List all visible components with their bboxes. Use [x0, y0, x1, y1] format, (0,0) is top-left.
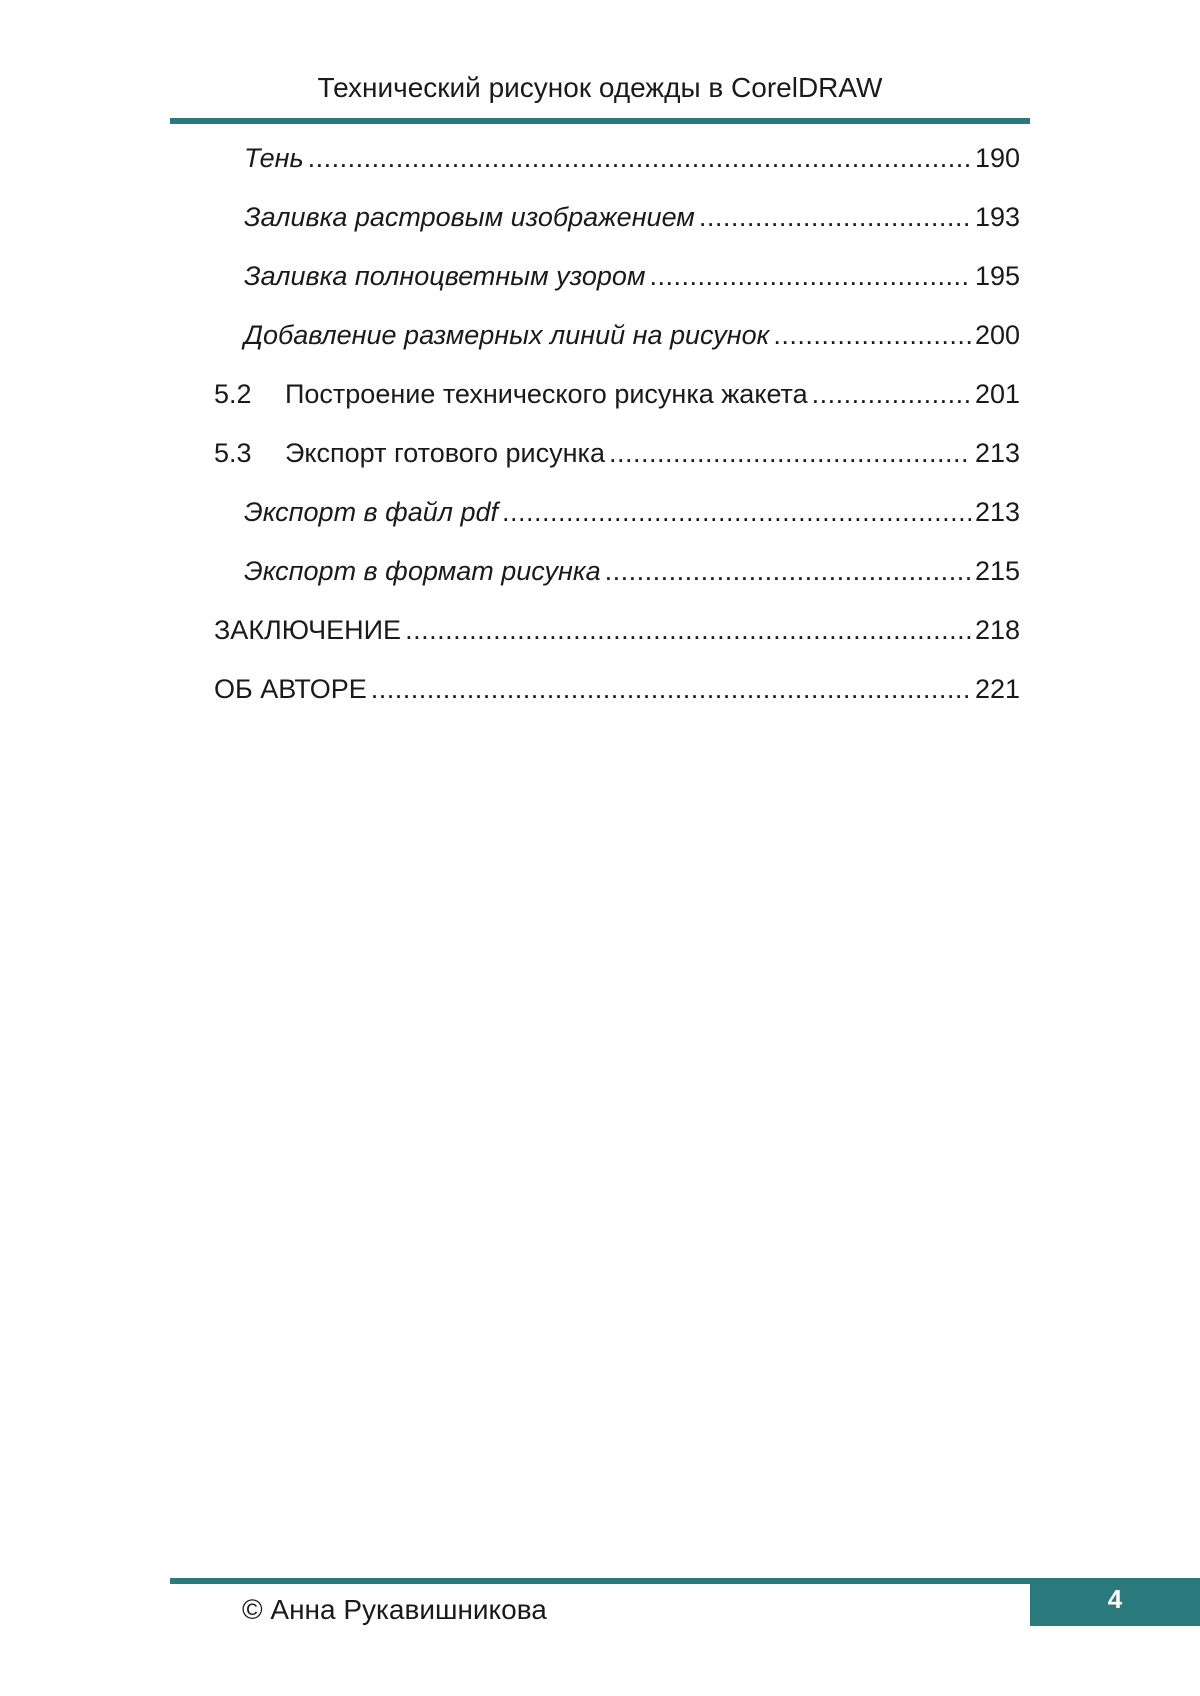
dot-leader	[699, 197, 971, 237]
toc-entry-page: 200	[974, 320, 1020, 350]
toc-entry[interactable]	[214, 256, 1020, 315]
dot-leader	[605, 551, 971, 591]
toc-entry-page: 195	[974, 261, 1020, 291]
table-of-contents	[214, 138, 1020, 728]
toc-entry-title: Экспорт готового рисунка	[285, 438, 605, 468]
toc-entry-title: ОБ АВТОРЕ	[214, 674, 367, 704]
toc-entry-title: Построение технического рисунка жакета	[285, 379, 808, 409]
toc-entry-number: 5.3	[214, 438, 252, 468]
toc-entry-title: Тень	[244, 143, 304, 173]
dot-leader	[308, 138, 971, 178]
dot-leader	[609, 433, 971, 473]
running-header-title: Технический рисунок одежды в CorelDRAW	[317, 72, 883, 103]
toc-entry-page: 190	[974, 143, 1020, 173]
toc-entry[interactable]	[214, 138, 1020, 197]
toc-entry[interactable]	[214, 315, 1020, 374]
toc-entry-page: 218	[974, 615, 1020, 645]
toc-entry-title: Экспорт в формат рисунка	[244, 556, 601, 586]
toc-entry-page: 201	[974, 379, 1020, 409]
footer-author: © Анна Рукавишникова	[242, 1594, 547, 1625]
toc-entry-page: 215	[974, 556, 1020, 586]
dot-leader	[812, 374, 971, 414]
dot-leader	[502, 492, 971, 532]
dot-leader	[773, 315, 971, 355]
toc-entry[interactable]	[214, 669, 1020, 728]
toc-entry-page: 221	[974, 674, 1020, 704]
toc-entry-title: Экспорт в файл pdf	[244, 497, 499, 527]
dot-leader	[405, 610, 971, 650]
page-number-badge: 4	[1030, 1578, 1200, 1626]
toc-entry-page: 213	[974, 497, 1020, 527]
footer-rule	[170, 1578, 1030, 1584]
toc-entry[interactable]	[214, 433, 1020, 492]
toc-entry[interactable]	[214, 374, 1020, 433]
toc-entry[interactable]	[214, 492, 1020, 551]
toc-entry-title: ЗАКЛЮЧЕНИЕ	[214, 615, 402, 645]
toc-entry-title: Заливка растровым изображением	[244, 202, 695, 232]
toc-entry-title: Заливка полноцветным узором	[244, 261, 646, 291]
toc-entry[interactable]	[214, 551, 1020, 610]
toc-entry-page: 193	[974, 202, 1020, 232]
toc-entry-page: 213	[974, 438, 1020, 468]
toc-entry-number: 5.2	[214, 379, 252, 409]
toc-entry-title: Добавление размерных линий на рисунок	[244, 320, 770, 350]
toc-entry[interactable]	[214, 197, 1020, 256]
dot-leader	[371, 669, 971, 709]
toc-entry[interactable]	[214, 610, 1020, 669]
dot-leader	[649, 256, 970, 296]
header-rule	[170, 118, 1030, 124]
